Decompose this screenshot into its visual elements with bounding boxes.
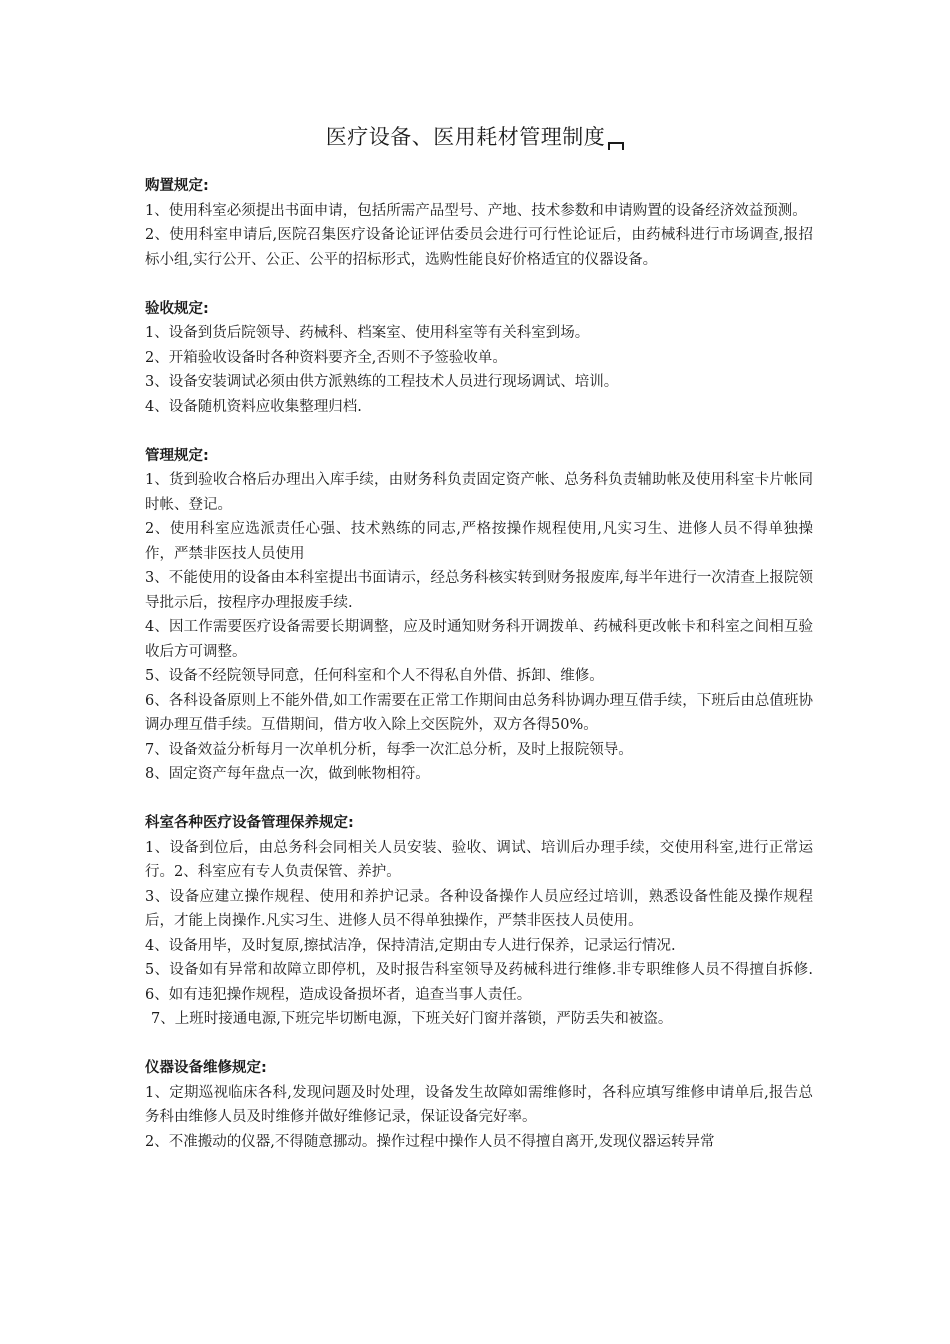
- paragraph: 2、不准搬动的仪器,不得随意挪动。操作过程中操作人员不得擅自离开,发现仪器运转异常: [145, 1133, 715, 1150]
- section-heading: 管理规定:: [145, 447, 209, 464]
- paragraph: 1、使用科室必须提出书面申请，包括所需产品型号、产地、技术参数和申请购置的设备经济效益预测。: [145, 202, 807, 219]
- paragraph: 3、不能使用的设备由本科室提出书面请示，经总务科核实转到财务报废库,每半年进行一次清查上报院领导批示后，按程序办理报废手续.: [145, 570, 813, 611]
- section-heading: 购置规定:: [145, 178, 209, 194]
- section-management: [145, 444, 813, 787]
- paragraph: 4、设备用毕，及时复原,擦拭洁净，保持清洁,定期由专人进行保养，记录运行情况.: [145, 937, 676, 954]
- paragraph: 5、设备不经院领导同意，任何科室和个人不得私自外借、拆卸、维修。: [145, 668, 604, 684]
- paragraph: 4、因工作需要医疗设备需要长期调整，应及时通知财务科开调拨单、药械科更改帐卡和科室之间相互验收后方可调整。: [145, 619, 813, 660]
- section-heading: 仪器设备维修规定:: [145, 1060, 267, 1076]
- paragraph: 2、开箱验收设备时各种资料要齐全,否则不予签验收单。: [145, 349, 507, 366]
- paragraph: 1、货到验收合格后办理出入库手续，由财务科负责固定资产帐、总务科负责辅助帐及使用科室卡片帐同时帐、登记。: [145, 472, 813, 513]
- paragraph: 4、设备随机资料应收集整理归档.: [145, 398, 362, 415]
- paragraph: 1、设备到位后，由总务科会同相关人员安装、验收、调试、培训后办理手续，交使用科室,进行正常运行。2、科室应有专人负责保管、养护。: [145, 839, 813, 880]
- paragraph: 6、各科设备原则上不能外借,如工作需要在正常工作期间由总务科协调办理互借手续，下班后由总值班协调办理互借手续。互借期间，借方收入除上交医院外，双方各得50%。: [145, 692, 813, 733]
- title-bracket-mark: [608, 142, 624, 150]
- paragraph: 1、设备到货后院领导、药械科、档案室、使用科室等有关科室到场。: [145, 325, 590, 341]
- section-heading: 科室各种医疗设备管理保养规定:: [145, 815, 354, 831]
- document-title: [0, 122, 950, 152]
- section-heading: 验收规定:: [145, 300, 209, 317]
- paragraph: 8、固定资产每年盘点一次，做到帐物相符。: [145, 766, 430, 782]
- paragraph: 5、设备如有异常和故障立即停机，及时报告科室领导及药械科进行维修.非专职维修人员不得擅自拆修.6、如有违犯操作规程，造成设备损坏者，追查当事人责任。: [145, 962, 813, 1003]
- paragraph: 3、设备应建立操作规程、使用和养护记录。各种设备操作人员应经过培训，熟悉设备性能及操作规程后，才能上岗操作.凡实习生、进修人员不得单独操作，严禁非医技人员使用。: [145, 888, 813, 929]
- document-title-text: 医疗设备、医用耗材管理制度: [325, 125, 606, 149]
- section-purchase: [145, 174, 813, 272]
- paragraph: 2、使用科室应选派责任心强、技术熟练的同志,严格按操作规程使用,凡实习生、进修人员不得单独操作，严禁非医技人员使用: [145, 521, 813, 562]
- paragraph: 2、使用科室申请后,医院召集医疗设备论证评估委员会进行可行性论证后，由药械科进行市场调查,报招标小组,实行公开、公正、公平的招标形式，选购性能良好价格适宜的仪器设备。: [145, 227, 813, 268]
- section-maintenance: [145, 811, 813, 1032]
- document-body: [145, 174, 813, 1179]
- paragraph: 1、定期巡视临床各科,发现问题及时处理，设备发生故障如需维修时，各科应填写维修申请单后,报告总务科由维修人员及时维修并做好维修记录，保证设备完好率。: [145, 1084, 813, 1125]
- paragraph: 3、设备安装调试必须由供方派熟练的工程技术人员进行现场调试、培训。: [145, 374, 619, 390]
- paragraph: 7、上班时接通电源,下班完毕切断电源，下班关好门窗并落锁，严防丢失和被盗。: [151, 1011, 673, 1027]
- section-acceptance: [145, 297, 813, 420]
- section-repair: [145, 1056, 813, 1154]
- paragraph: 7、设备效益分析每月一次单机分析，每季一次汇总分析，及时上报院领导。: [145, 741, 633, 758]
